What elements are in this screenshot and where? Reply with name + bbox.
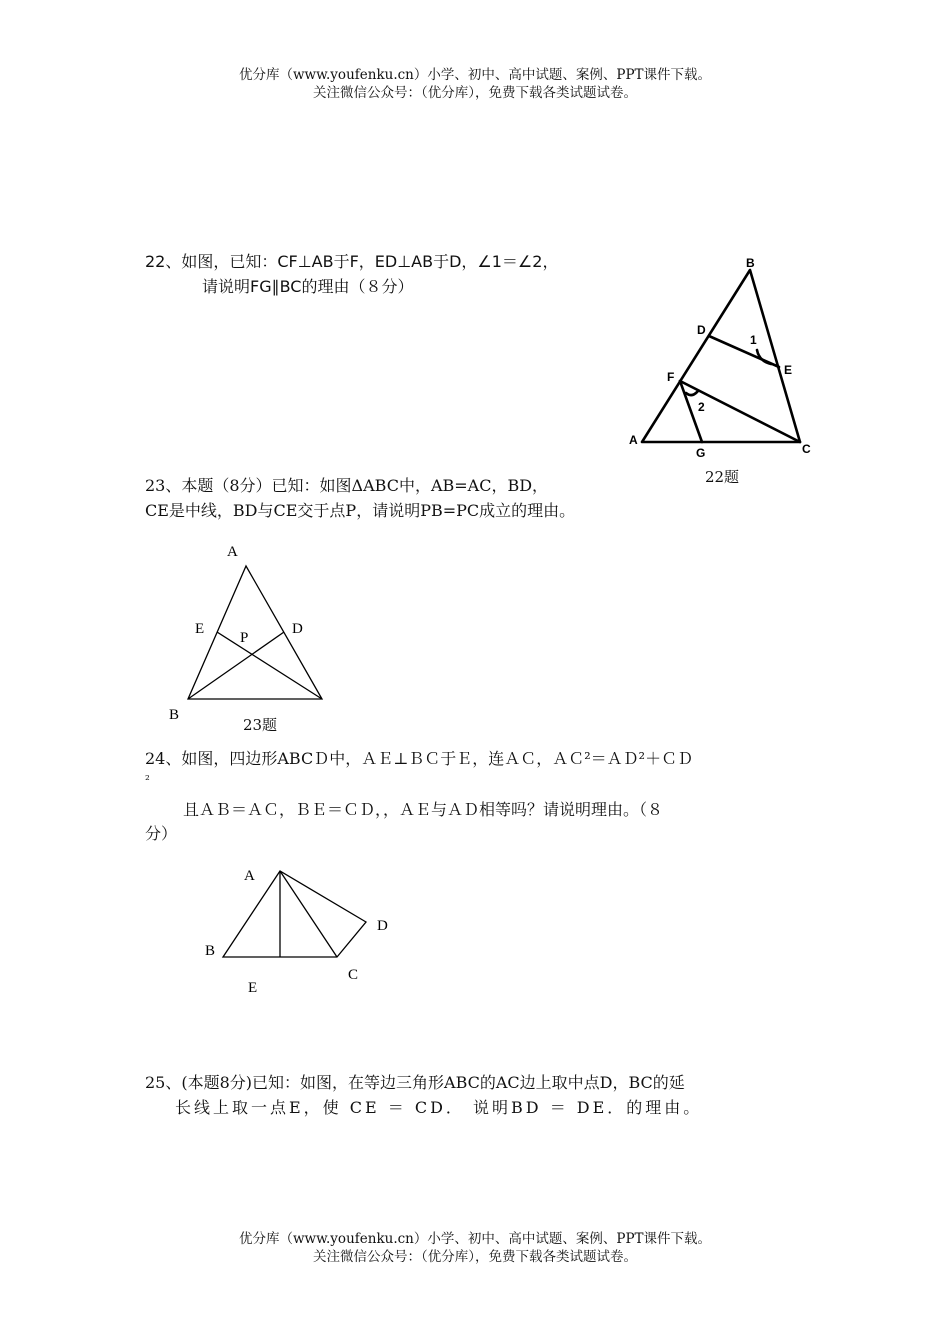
q22-text-line-1: 22、如图，已知：CF⊥AB于F，ED⊥AB于D，∠1＝∠2， xyxy=(145,252,559,271)
q22-label-c: C xyxy=(802,442,811,456)
q23-label-d: D xyxy=(292,621,303,637)
q22-label-g: G xyxy=(696,446,706,460)
q24-text-line-1: 24、如图，四边形ABCＤ中，ＡＥ⊥ＢＣ于Ｅ，连ＡＣ，ＡＣ²＝ＡＤ²＋ＣＤ xyxy=(145,749,694,768)
q24-label-c: C xyxy=(348,967,359,983)
q22-label-a: A xyxy=(629,433,638,447)
q24-label-a: A xyxy=(244,868,255,884)
q22-label-2: 2 xyxy=(698,400,705,414)
q22-label-d: D xyxy=(697,323,706,337)
q23-text-line-1: 23、本题（8分）已知：如图ΔABC中，AB=AC，BD， xyxy=(145,476,549,495)
q22-label-e: E xyxy=(784,363,793,377)
q24-text-line-1-wrap: ² xyxy=(145,773,150,787)
q22-caption: 22题 xyxy=(704,468,740,486)
q22-label-f: F xyxy=(667,370,675,384)
q24-label-b: B xyxy=(205,943,216,959)
q24-text-line-3: 分） xyxy=(145,824,178,843)
q24-text-line-2: 且ＡＢ＝ＡＣ，ＢＥ＝ＣＤ，，ＡＥ与ＡＤ相等吗？请说明理由。（８ xyxy=(183,800,664,819)
q24-diagonal-ac xyxy=(280,871,337,957)
q22-angle-2-arc xyxy=(686,391,698,395)
q24-label-e: E xyxy=(248,980,258,996)
q22-label-b: B xyxy=(746,256,755,270)
footer-line-2: 关注微信公众号：（优分库），免费下载各类试题试卷。 xyxy=(313,1249,637,1265)
q23-label-p: P xyxy=(240,630,249,646)
q22-figure xyxy=(620,250,820,465)
q24-figure xyxy=(200,860,400,1000)
q22-text-line-2: 请说明FG∥BC的理由（８分） xyxy=(202,277,414,296)
q23-text-line-2: CE是中线，BD与CE交于点P，请说明PB=PC成立的理由。 xyxy=(145,501,576,520)
footer-line-1: 优分库（www.youfenku.cn）小学、初中、高中试题、案例、PPT课件下载。 xyxy=(238,1231,712,1247)
header-line-1: 优分库（www.youfenku.cn）小学、初中、高中试题、案例、PPT课件下载。 xyxy=(238,67,712,83)
q25-text-line-2: 长线上取一点E，使 CE ＝ CD． 说明BD ＝ DE．的理由。 xyxy=(175,1098,703,1117)
q23-label-e: E xyxy=(195,621,205,637)
q22-label-1: 1 xyxy=(750,333,757,347)
q23-label-b: B xyxy=(169,707,180,723)
q25-text-line-1: 25、(本题8分)已知：如图，在等边三角形ABC的AC边上取中点D，BC的延 xyxy=(145,1073,685,1092)
q22-triangle-abc xyxy=(642,270,800,442)
q24-label-d: D xyxy=(377,918,388,934)
q23-caption: 23题 xyxy=(242,716,278,734)
header-line-2: 关注微信公众号：（优分库），免费下载各类试题试卷。 xyxy=(313,85,637,101)
q23-figure xyxy=(160,540,360,740)
q23-label-a: A xyxy=(227,544,238,560)
